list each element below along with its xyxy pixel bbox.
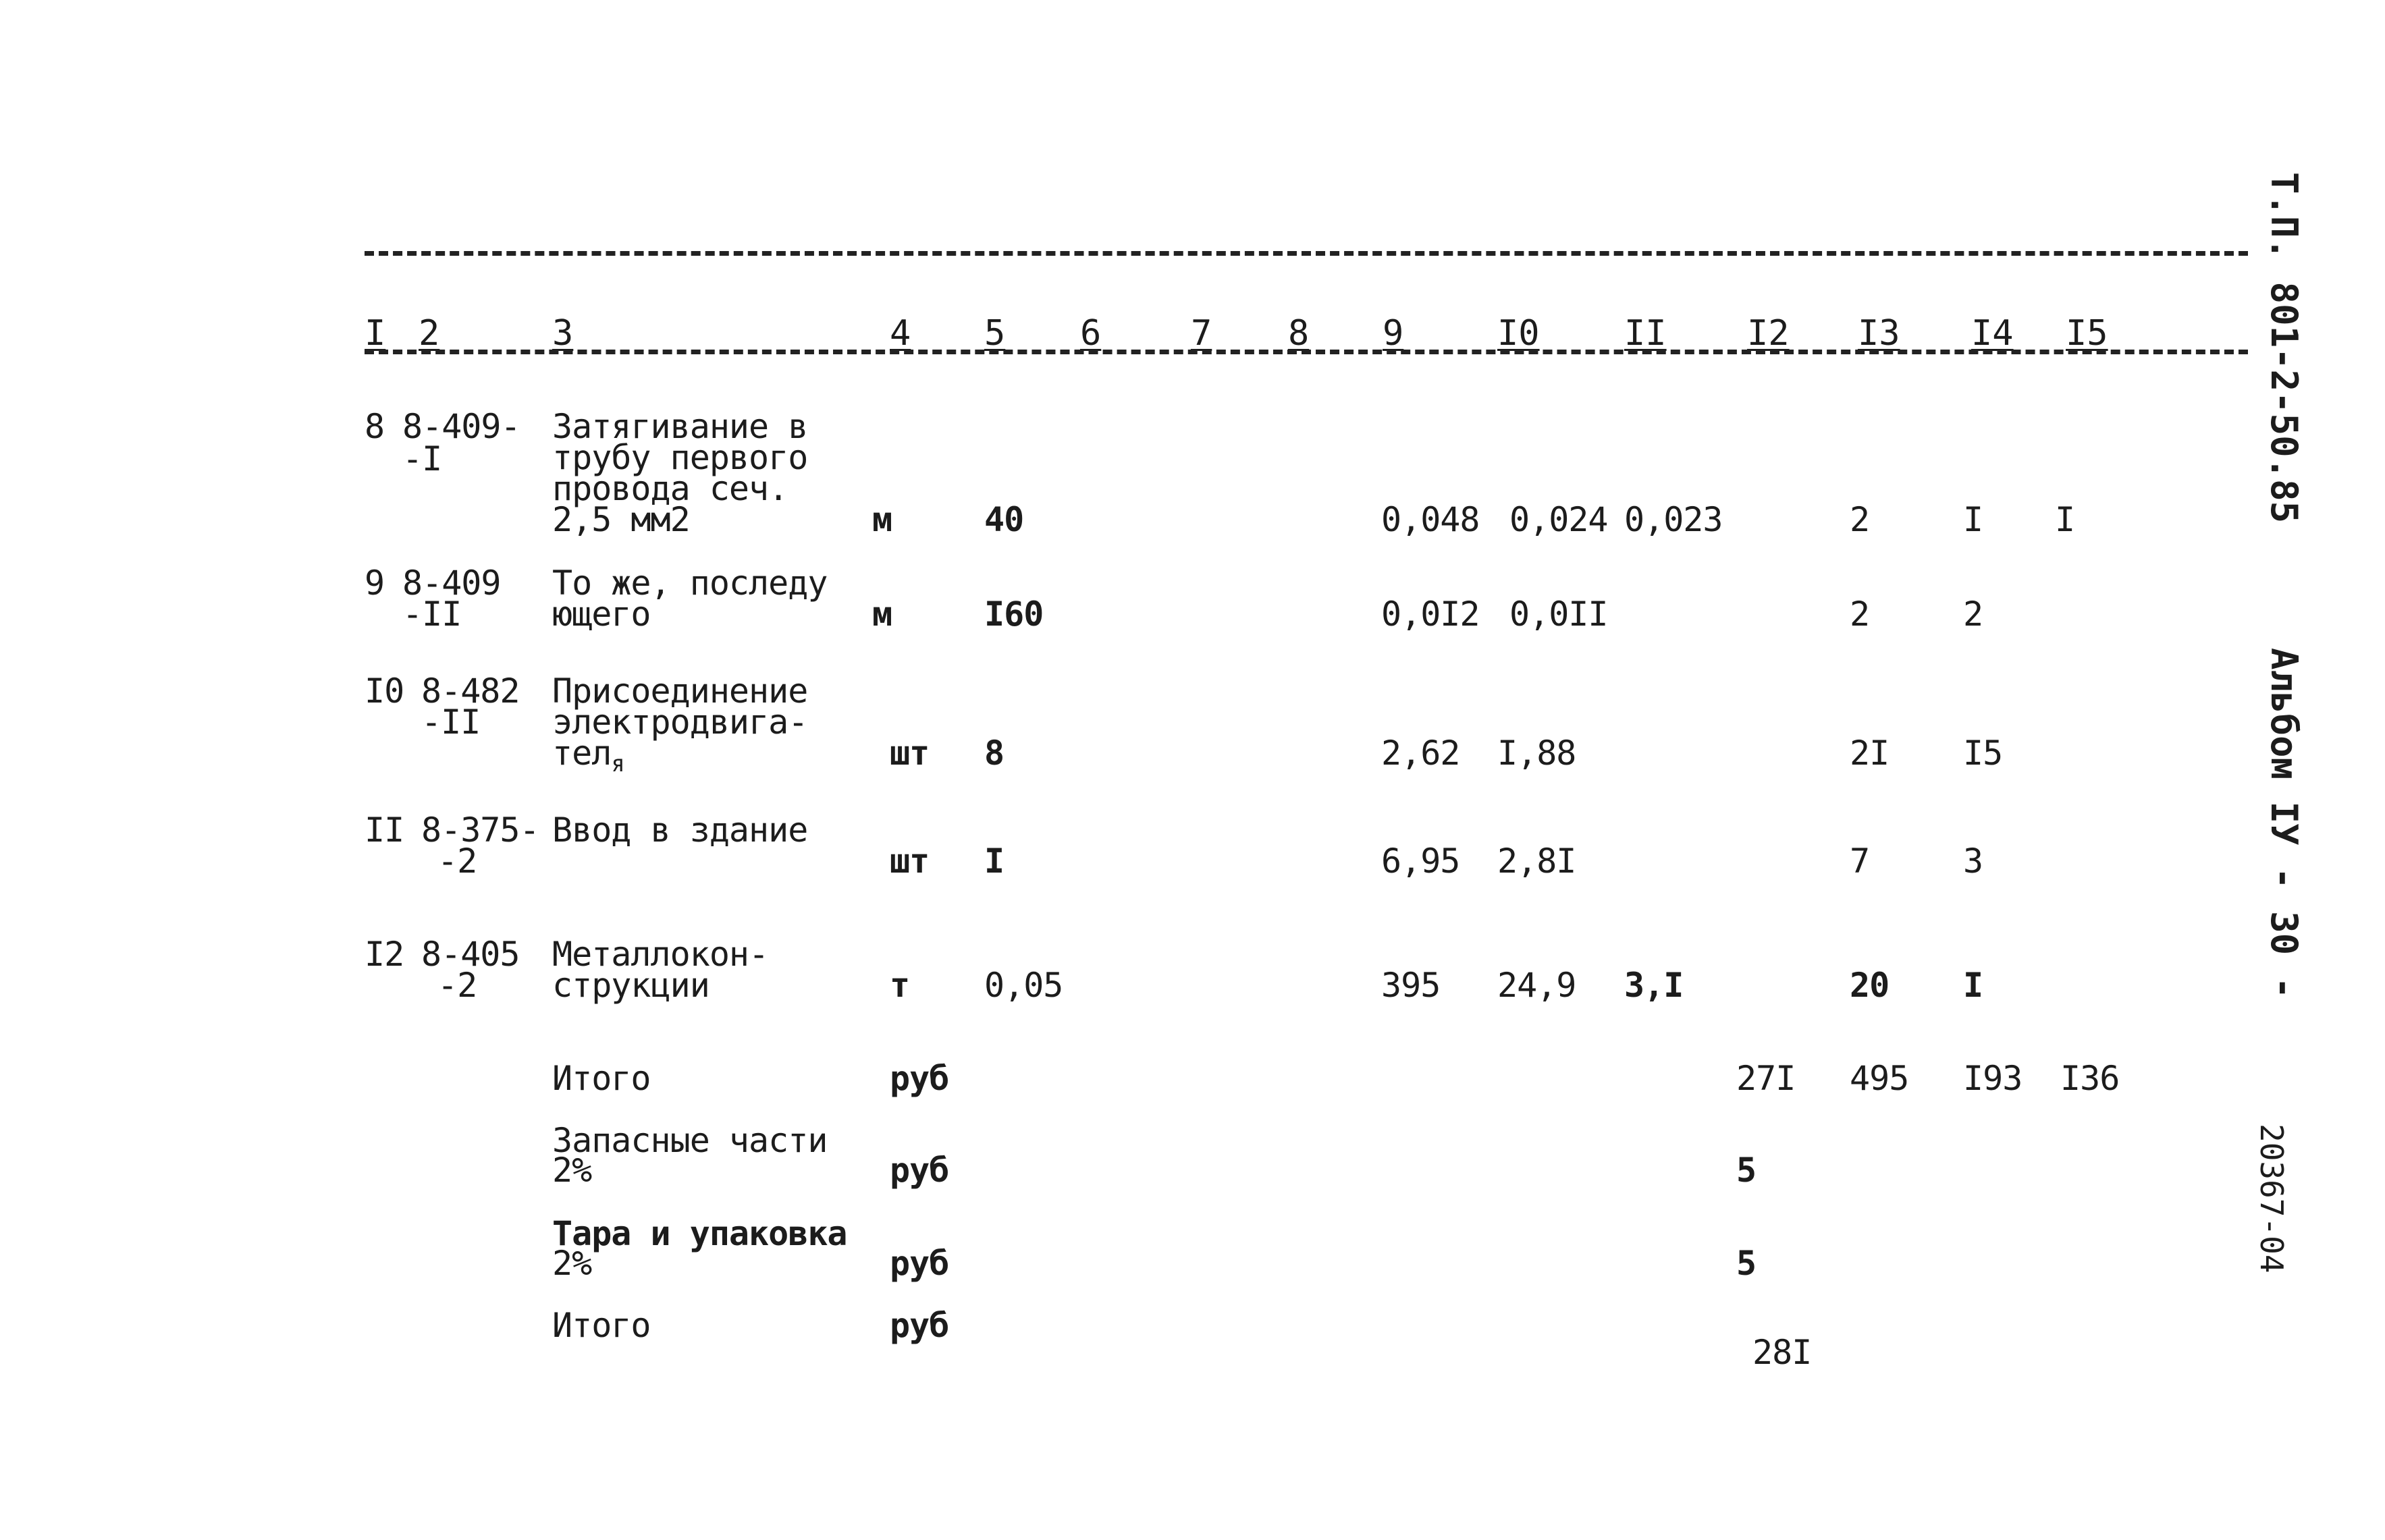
packaging-unit: руб (890, 1244, 949, 1283)
row-col9: 395 (1381, 966, 1441, 1005)
row-description: Затягивание в (552, 407, 808, 446)
row-col9: 2,62 (1381, 734, 1460, 773)
row-col14: I5 (1963, 734, 2003, 773)
col-header-4: 4 (890, 313, 911, 354)
album-mark: Альбом IУ - 30 - (2263, 648, 2305, 999)
col-header-8: 8 (1288, 313, 1310, 354)
total-unit: руб (890, 1059, 949, 1098)
row-description: Присоединение (552, 671, 808, 711)
packaging-percent: 2% (552, 1244, 592, 1283)
row-col9: 0,048 (1381, 500, 1480, 539)
row-number: 8 (365, 407, 385, 446)
total-col14: I93 (1963, 1059, 2022, 1098)
row-quantity: 8 (984, 734, 1004, 773)
spare-parts-label: Запасные части (552, 1121, 828, 1160)
row-col10: 0,0II (1509, 595, 1608, 634)
col-header-14: I4 (1971, 313, 2014, 354)
archive-code-mark: 20367-04 (2253, 1124, 2290, 1273)
col-header-3: 3 (552, 313, 574, 354)
col-header-11: II (1624, 313, 1667, 354)
row-quantity: I (984, 842, 1004, 881)
row-quantity: 0,05 (984, 966, 1063, 1005)
row-code: -I (402, 439, 442, 478)
row-unit: т (890, 966, 910, 1005)
row-number: I2 (365, 935, 404, 974)
row-code: -II (402, 595, 462, 634)
row-col10: 2,8I (1497, 842, 1576, 881)
total-col15: I36 (2060, 1059, 2120, 1098)
col-header-9: 9 (1383, 313, 1404, 354)
row-unit: м (872, 500, 892, 539)
row-col14: 2 (1963, 595, 1983, 634)
row-description: трубу первого (552, 438, 808, 477)
row-col14: I (1963, 966, 1983, 1005)
total-col12: 27I (1736, 1059, 1796, 1098)
col-header-7: 7 (1191, 313, 1212, 354)
header-dashed-rule (365, 350, 2248, 354)
row-unit: шт (890, 734, 930, 773)
row-unit: шт (890, 842, 930, 881)
row-col13: 7 (1850, 842, 1870, 881)
row-code: 8-405 (421, 935, 520, 974)
col-header-15: I5 (2066, 313, 2108, 354)
row-col13: 2I (1850, 734, 1890, 773)
grand-total-unit: руб (890, 1306, 949, 1345)
row-description: струкции (552, 966, 709, 1005)
row-col9: 0,0I2 (1381, 595, 1480, 634)
row-col14: 3 (1963, 842, 1983, 881)
row-col10: I,88 (1497, 734, 1576, 773)
row-code: 8-409 (402, 563, 501, 603)
row-description: электродвига- (552, 703, 808, 742)
col-header-5: 5 (984, 313, 1006, 354)
row-code: 8-409- (402, 407, 520, 446)
grand-total-label: Итого (552, 1306, 651, 1345)
row-col15: I (2055, 500, 2075, 539)
row-quantity: I60 (984, 595, 1044, 634)
row-col13: 2 (1850, 595, 1870, 634)
row-description: тел$_я$ (552, 734, 624, 777)
packaging-label: Тара и упаковка (552, 1214, 847, 1253)
row-code: -II (421, 703, 481, 742)
col-header-13: I3 (1858, 313, 1900, 354)
row-quantity: 40 (984, 500, 1024, 539)
row-number: I0 (365, 671, 404, 711)
row-description: ющего (552, 595, 651, 634)
spare-parts-unit: руб (890, 1151, 949, 1190)
document-number-mark: Т.П. 801-2-50.85 (2263, 172, 2305, 524)
row-col13: 20 (1850, 966, 1890, 1005)
row-code: 8-482 (421, 671, 520, 711)
col-header-12: I2 (1747, 313, 1790, 354)
col-header-1: I (365, 313, 386, 354)
col-header-6: 6 (1080, 313, 1102, 354)
row-description: провода сеч. (552, 469, 788, 508)
grand-total-col12: 28I (1752, 1333, 1812, 1372)
col-header-2: 2 (419, 313, 440, 354)
row-col11: 3,I (1624, 966, 1684, 1005)
row-unit: м (872, 595, 892, 634)
row-col9: 6,95 (1381, 842, 1460, 881)
row-col14: I (1963, 500, 1983, 539)
row-description: То же, последу (552, 563, 828, 603)
row-description: 2,5 мм2 (552, 500, 690, 539)
row-col10: 0,024 (1509, 500, 1608, 539)
packaging-col12: 5 (1736, 1244, 1757, 1283)
row-col11: 0,023 (1624, 500, 1723, 539)
spare-parts-percent: 2% (552, 1151, 592, 1190)
row-description: Ввод в здание (552, 810, 808, 850)
row-description-subscript: я (611, 750, 624, 777)
top-dashed-rule (365, 251, 2248, 256)
total-label: Итого (552, 1059, 651, 1098)
total-col13: 495 (1850, 1059, 1909, 1098)
row-col13: 2 (1850, 500, 1870, 539)
row-col10: 24,9 (1497, 966, 1576, 1005)
row-code: 8-375- (421, 810, 539, 850)
row-description: Металлокон- (552, 935, 769, 974)
spare-parts-col12: 5 (1736, 1151, 1757, 1190)
row-code: -2 (437, 842, 477, 881)
col-header-10: I0 (1497, 313, 1540, 354)
row-number: 9 (365, 563, 385, 603)
row-number: II (365, 810, 404, 850)
row-code: -2 (437, 966, 477, 1005)
